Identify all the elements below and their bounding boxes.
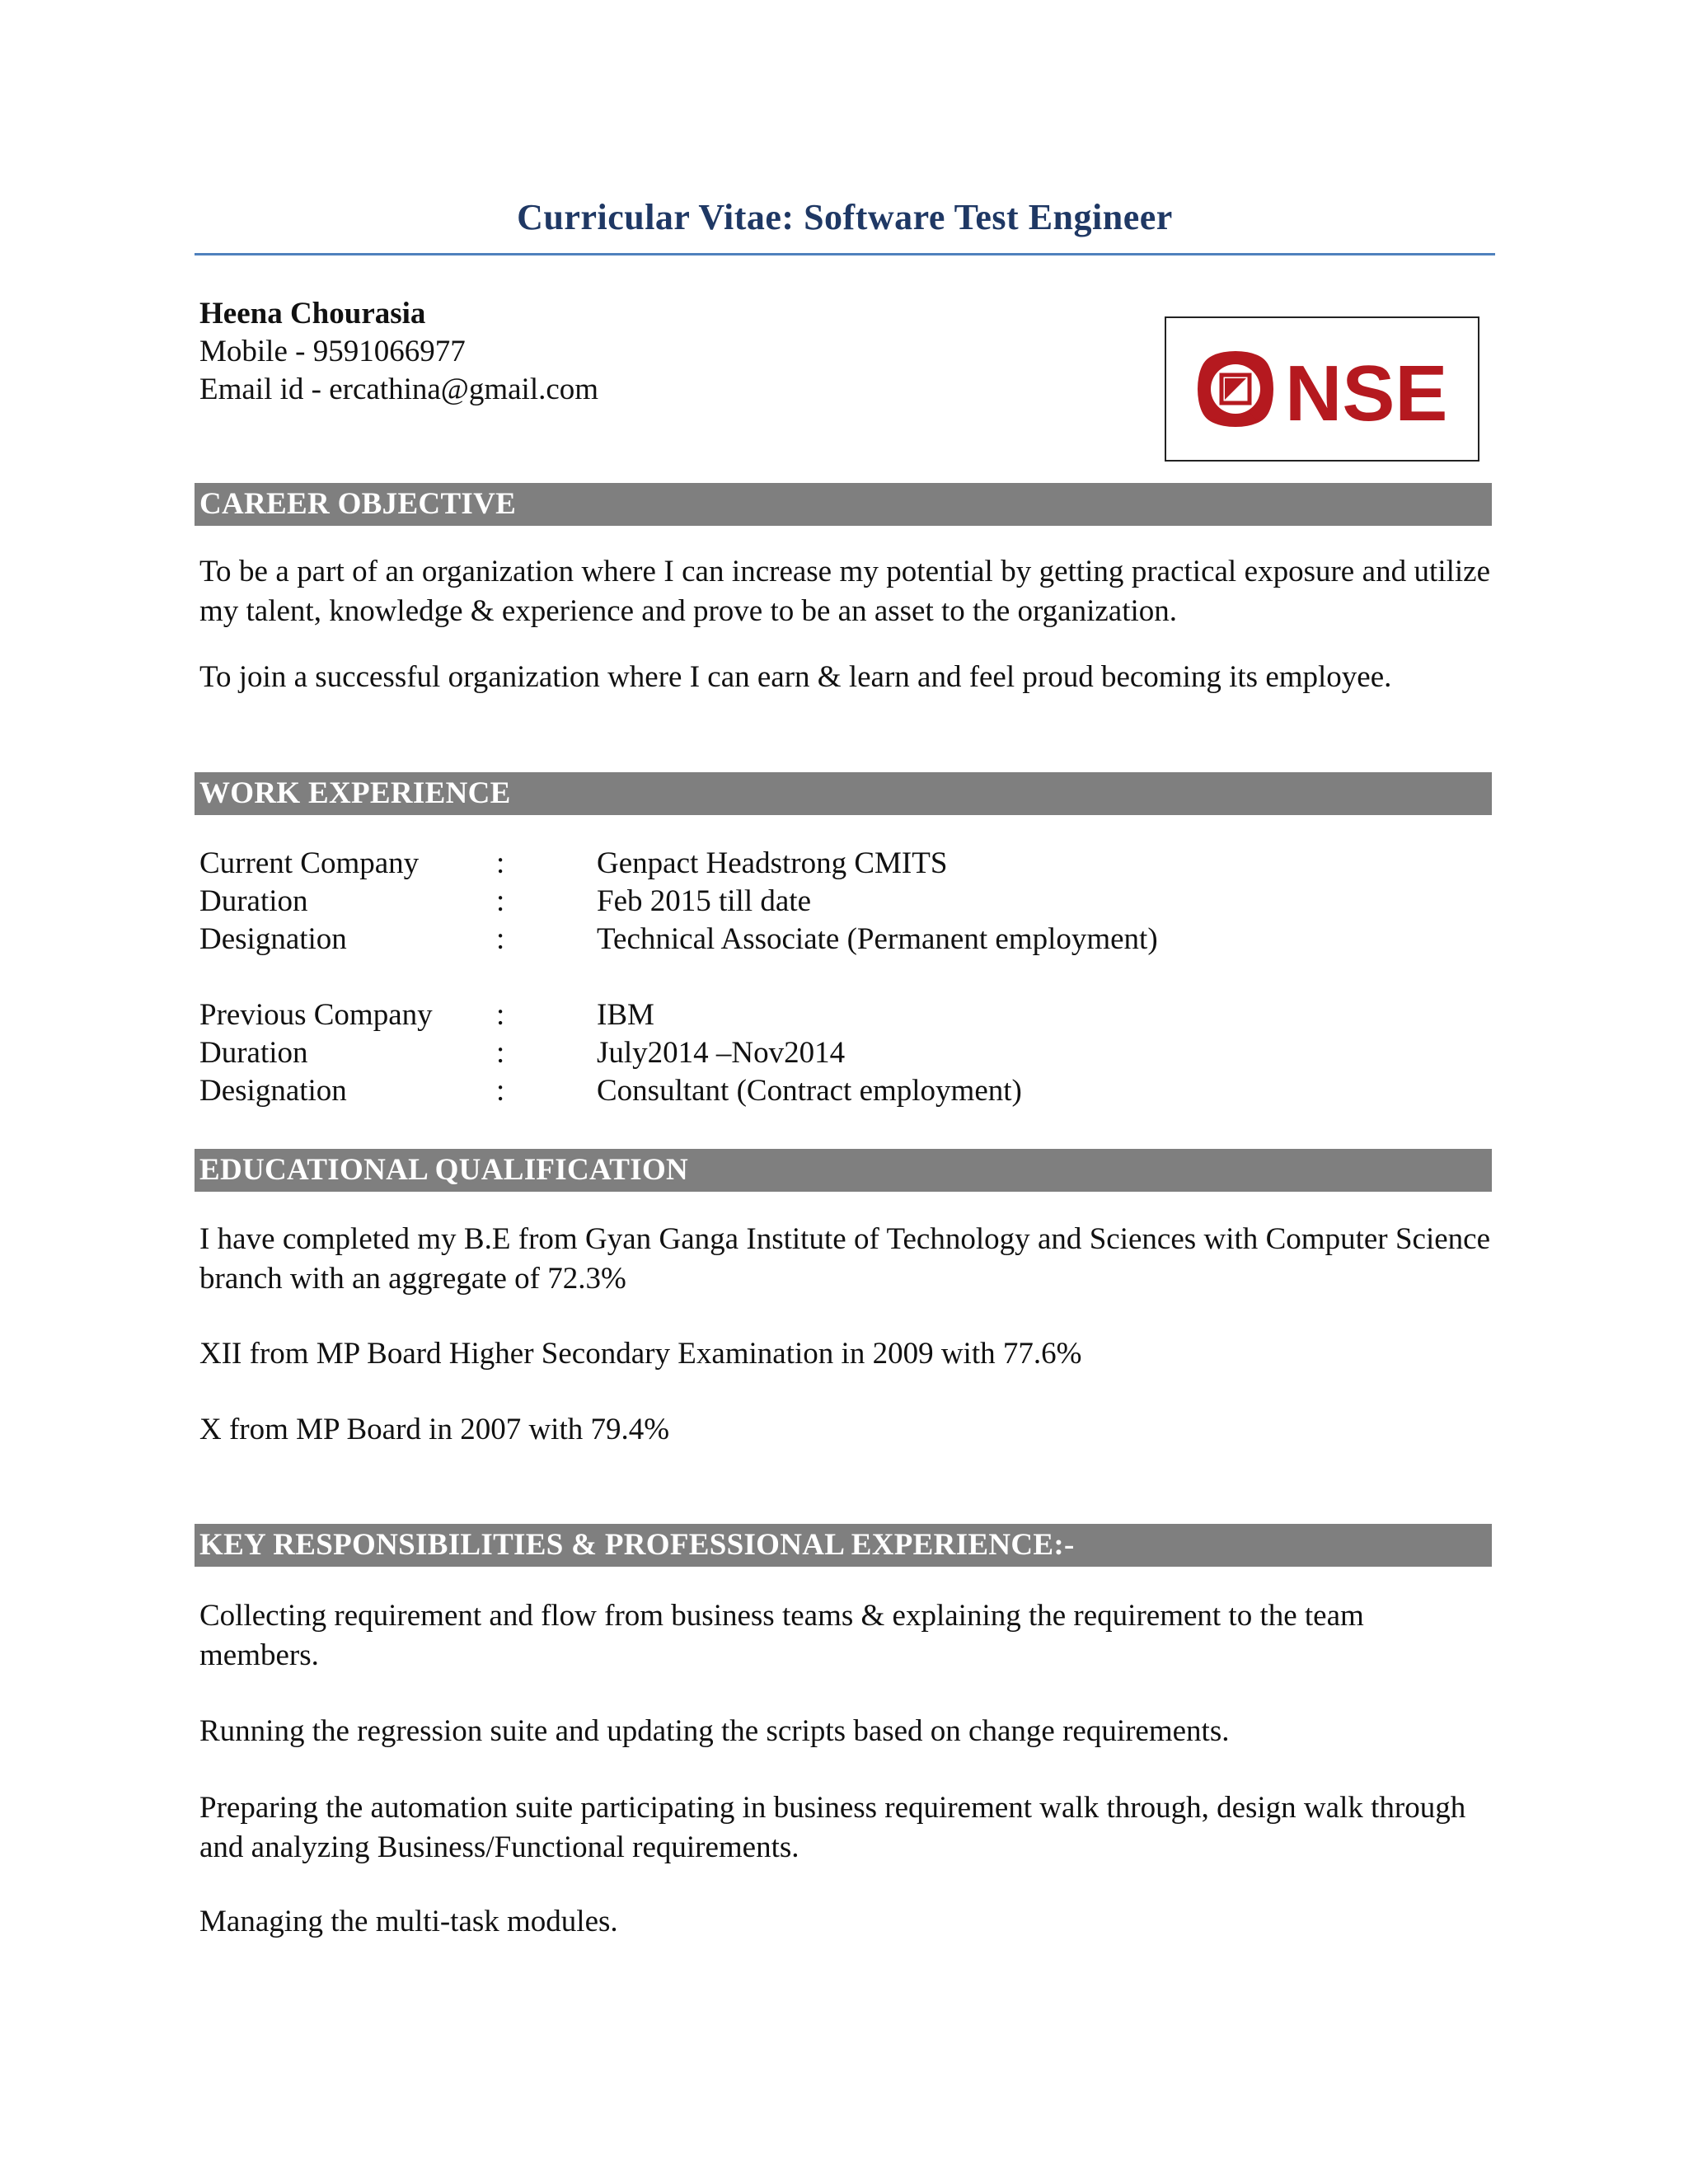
field-separator: :: [496, 998, 505, 1032]
section-heading-education: EDUCATIONAL QUALIFICATION: [195, 1149, 1492, 1192]
work-row-previous-duration: [199, 1034, 1485, 1072]
work-row-previous-company: [199, 996, 1485, 1034]
logo-wordmark: NSE: [1285, 349, 1448, 438]
section-heading-responsibilities: KEY RESPONSIBILITIES & PROFESSIONAL EXPERIENCE:-: [195, 1524, 1492, 1567]
field-value: Technical Associate (Permanent employment): [597, 922, 1158, 956]
field-separator: :: [496, 884, 505, 918]
education-paragraph: X from MP Board in 2007 with 79.4%: [199, 1413, 670, 1446]
field-value: Feb 2015 till date: [597, 884, 811, 918]
field-label: Current Company: [199, 846, 420, 880]
work-row-current-designation: [199, 921, 1485, 958]
candidate-name: Heena Chourasia: [199, 297, 426, 330]
field-label: Designation: [199, 1074, 347, 1108]
nse-logo: [1165, 316, 1479, 462]
mobile-number: Mobile - 9591066977: [199, 335, 466, 368]
field-separator: :: [496, 1074, 505, 1108]
section-heading-career-objective: CAREER OBJECTIVE: [195, 483, 1492, 526]
field-value: Consultant (Contract employment): [597, 1074, 1022, 1108]
field-label: Duration: [199, 884, 308, 918]
work-row-current-company: [199, 845, 1485, 883]
work-row-previous-designation: [199, 1072, 1485, 1110]
responsibility-paragraph: Managing the multi-task modules.: [199, 1905, 618, 1938]
field-separator: :: [496, 846, 505, 880]
career-objective-paragraph: To be a part of an organization where I can increase my potential by getting practical exposure and utilize my talent, knowledge & experience and prove to be an asset to the organization.: [199, 555, 1490, 628]
contact-block: [199, 295, 598, 409]
nse-emblem-icon: [1186, 335, 1458, 443]
field-value: IBM: [597, 998, 654, 1032]
document-title: Curricular Vitae: Software Test Engineer: [517, 197, 1173, 237]
responsibility-paragraph: Collecting requirement and flow from business teams & explaining the requirement to the team members.: [199, 1599, 1364, 1672]
field-separator: :: [496, 922, 505, 956]
education-paragraph: XII from MP Board Higher Secondary Examination in 2009 with 77.6%: [199, 1337, 1082, 1371]
field-value: July2014 –Nov2014: [597, 1036, 846, 1070]
email-address: Email id - ercathina@gmail.com: [199, 373, 599, 406]
field-label: Previous Company: [199, 998, 433, 1032]
field-label: Duration: [199, 1036, 308, 1070]
title-divider: [195, 253, 1495, 255]
responsibility-paragraph: Running the regression suite and updating the scripts based on change requirements.: [199, 1714, 1230, 1748]
education-paragraph: I have completed my B.E from Gyan Ganga Institute of Technology and Sciences with Computer Science branch with an aggregate of 72.3%: [199, 1222, 1490, 1296]
career-objective-paragraph: To join a successful organization where I can earn & learn and feel proud becoming its employee.: [199, 660, 1392, 694]
section-heading-work-experience: WORK EXPERIENCE: [195, 772, 1492, 815]
work-row-current-duration: [199, 883, 1485, 921]
responsibility-paragraph: Preparing the automation suite participating in business requirement walk through, design walk through and analyzing Business/Functional requirements.: [199, 1791, 1466, 1864]
field-separator: :: [496, 1036, 505, 1070]
field-value: Genpact Headstrong CMITS: [597, 846, 948, 880]
field-label: Designation: [199, 922, 347, 956]
